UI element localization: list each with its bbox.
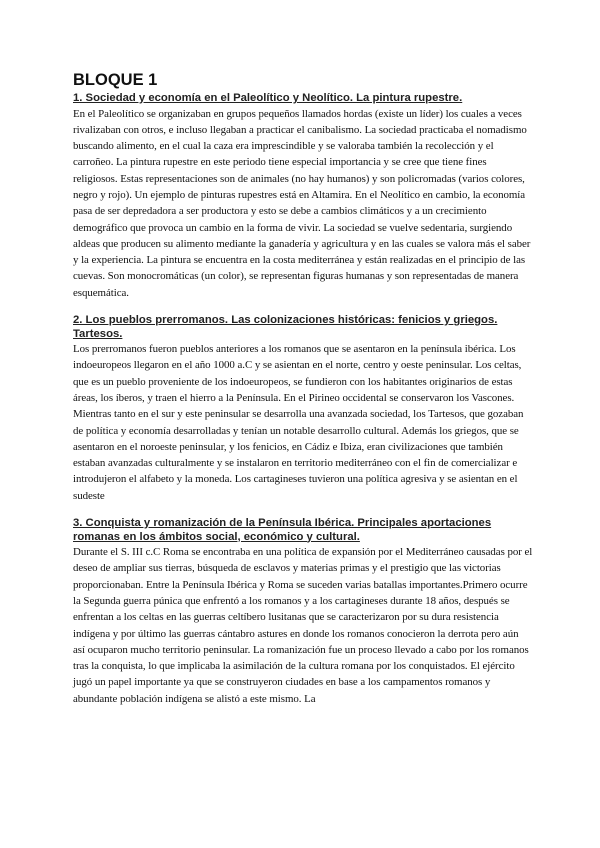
section-1 bbox=[73, 92, 533, 301]
section-heading: 2. Los pueblos prerromanos. Las colonizaciones históricas: fenicios y griegos. Tartesos. bbox=[73, 314, 498, 340]
paragraph: Mientras tanto en el sur y este peninsular se desarrolla una avanzada sociedad, los Tartesos, que gozaban de política y economía desarrolladas y tenían un notable desarrollo cultural. Además los griegos, que se asentaron en el noroeste peninsular, y los fenicios, en Cádiz e Ibiza, eran civilizaciones que también estaban avanzadas culturalmente y se instalaron en territorio mediterráneo con el fin de comercializar e introdujeron el alfabeto y la moneda. Los cartagineses tuvieron una política agresiva y se asientan en el sudeste bbox=[73, 408, 524, 502]
document-title: BLOQUE 1 bbox=[73, 71, 158, 89]
section-2 bbox=[73, 314, 533, 504]
paragraph: En el Paleolítico se organizaban en grupos pequeños llamados hordas (existe un líder) los cuales a veces rivalizaban con otros, e incluso llegaban a practicar el canibalismo. La sociedad practicaba el nomadismo buscando alimento, en el cual la caza era imprescindible y se valoraba también la recolección y el carroñeo. La pintura rupestre en este periodo tiene especial importancia y se cree que tiene fines religiosos. Estas representaciones son de animales (no hay humanos) y son policromadas (varios colores, negro y rojo). Un ejemplo de pinturas rupestres está en Altamira. En el Neolítico en cambio, la economía pasa de ser depredadora a ser productora y esto se debe a cambios climáticos y a un crecimiento demográfico que provoca un cambio en la forma de vivir. La sociedad se vuelve sedentaria, surgiendo aldeas que producen su alimento mediante la ganadería y agricultura y en las cuales se valora más el saber y la experiencia. La pintura se encuentra en la costa mediterránea y están realizadas en el principio de las cuevas. Son monocromáticas (un color), se representan figuras humanas y son representadas de manera esquemática. bbox=[73, 107, 531, 299]
document-page bbox=[73, 70, 533, 707]
paragraph: Los prerromanos fueron pueblos anteriores a los romanos que se asentaron en la península ibérica. Los indoeuropeos llegaron en el año 1000 a.C y se asientan en el norte, centro y oeste peninsular. Los celtas, que es un pueblo proveniente de los indoeuropeos, se fundieron con los habitantes originarios de estas áreas, los íberos, y traen el hierro a la Península. En el Pirineo occidental se conservaron los Vascones. bbox=[73, 343, 522, 404]
section-3 bbox=[73, 517, 533, 707]
paragraph: Durante el S. III c.C Roma se encontraba en una política de expansión por el Mediterráneo causadas por el deseo de ampliar sus tierras, búsqueda de esclavos y materias primas y el prestigio que las victorias proporcionaban. Entre la Península Ibérica y Roma se suceden varias batallas importantes.Primero ocurre la Segunda guerra púnica que enfrentó a los romanos y a los cartagineses durante 18 años, después se enfrentan a los celtas en las guerras celtíbero lusitanas que se caracterizaron por su dura resistencia indígena y por último las guerras cántabro astures en donde los romanos conocieron la derrota pero aún así ocuparon mucho territorio peninsular. La romanización fue un proceso llevado a cabo por los romanos tras la conquista, lo que implicaba la asimilación de la cultura romana por los conquistados. El ejército jugó un papel importante ya que se construyeron ciudades en base a los campamentos romanos y abundante población indígena se alistó a este mismo. La bbox=[73, 546, 533, 705]
section-heading: 1. Sociedad y economía en el Paleolítico y Neolítico. La pintura rupestre. bbox=[73, 92, 463, 104]
section-heading: 3. Conquista y romanización de la Península Ibérica. Principales aportaciones romanas en los ámbitos social, económico y cultural. bbox=[73, 517, 492, 543]
